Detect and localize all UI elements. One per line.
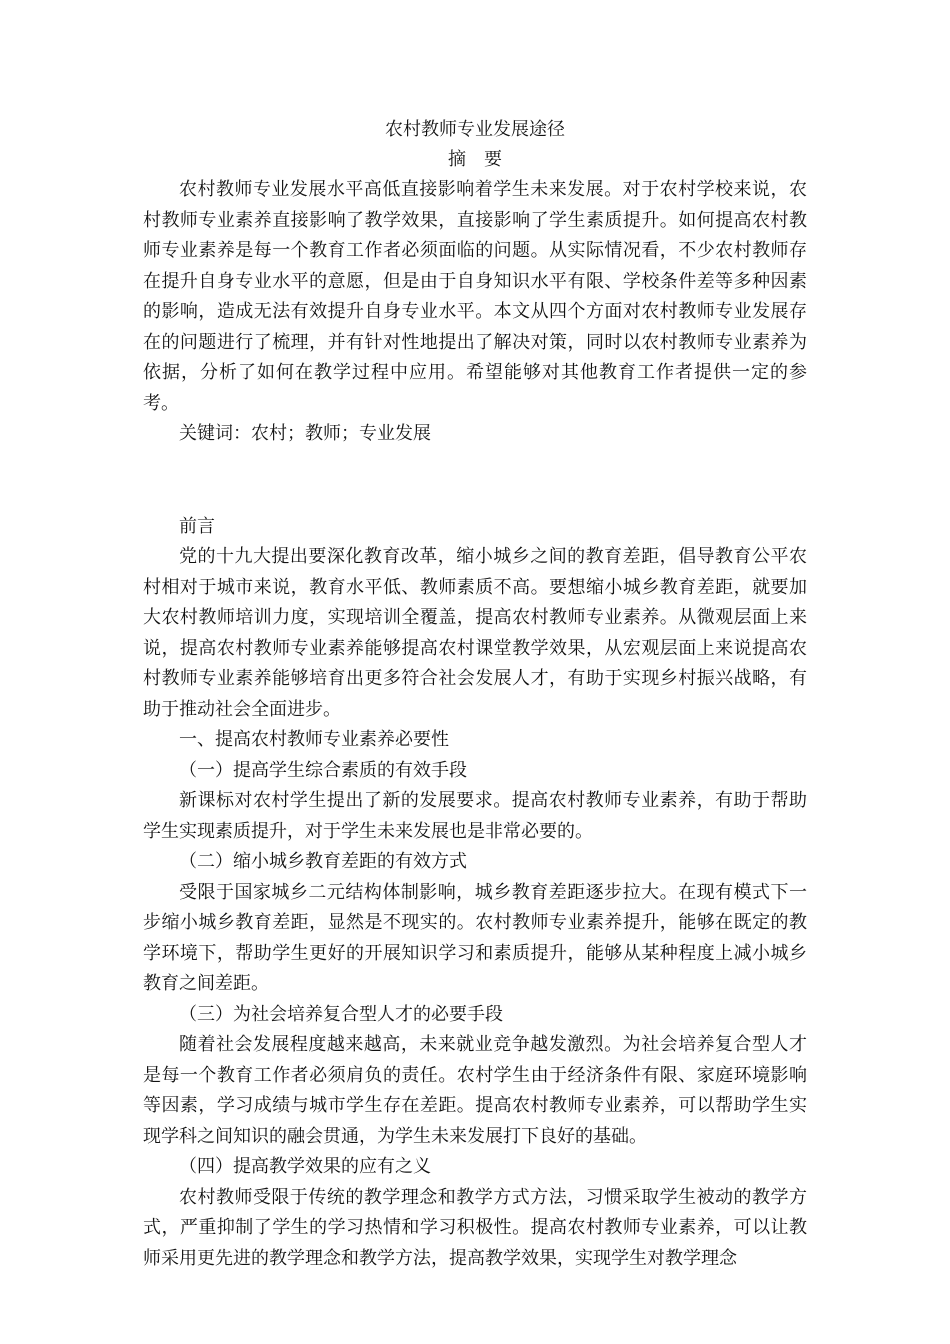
- preface-heading: 前言: [179, 515, 215, 537]
- subsection-heading-2: （二）缩小城乡教育差距的有效方式: [179, 851, 467, 872]
- subsection-paragraph-2: 受限于国家城乡二元结构体制影响，城乡教育差距逐步拉大。在现有模式下一步缩小城乡教育差距，显然是不现实的。农村教师专业素养提升，能够在既定的教学环境下，帮助学生更好的开展知识学习和素质提升，能够从某种程度上减小城乡教育之间差距。: [143, 881, 807, 994]
- section-heading-necessity: 一、提高农村教师专业素养必要性: [179, 729, 449, 750]
- subsection-heading-3: （三）为社会培养复合型人才的必要手段: [179, 1003, 503, 1025]
- document-title: 农村教师专业发展途径: [385, 119, 565, 140]
- subsection-paragraph-3: 随着社会发展程度越来越高，未来就业竞争越发激烈。为社会培养复合型人才是每一个教育工作者必须肩负的责任。农村学生由于经济条件有限、家庭环境影响等因素，学习成绩与城市学生存在差距。提高农村教师专业素养，可以帮助学生实现学科之间知识的融会贯通，为学生未来发展打下良好的基础。: [143, 1034, 807, 1147]
- document-page: [143, 115, 807, 1274]
- keywords-line: 关键词：农村；教师；专业发展: [179, 423, 431, 444]
- subsection-heading-1: （一）提高学生综合素质的有效手段: [179, 759, 467, 781]
- subsection-paragraph-1: 新课标对农村学生提出了新的发展要求。提高农村教师专业素养，有助于帮助学生实现素质提升，对于学生未来发展也是非常必要的。: [143, 790, 807, 842]
- section-spacer: [143, 450, 807, 512]
- subsection-paragraph-4: 农村教师受限于传统的教学理念和教学方式方法，习惯采取学生被动的教学方式，严重抑制了学生的学习热情和学习积极性。提高农村教师专业素养，可以让教师采用更先进的教学理念和教学方法，提高教学效果，实现学生对教学理念: [143, 1186, 807, 1269]
- abstract-paragraph: 农村教师专业发展水平高低直接影响着学生未来发展。对于农村学校来说，农村教师专业素养直接影响了教学效果，直接影响了学生素质提升。如何提高农村教师专业素养是每一个教育工作者必须面临的问题。从实际情况看，不少农村教师存在提升自身专业水平的意愿，但是由于自身知识水平有限、学校条件差等多种因素的影响，造成无法有效提升自身专业水平。本文从四个方面对农村教师专业发展存在的问题进行了梳理，并有针对性地提出了解决对策，同时以农村教师专业素养为依据，分析了如何在教学过程中应用。希望能够对其他教育工作者提供一定的参考。: [143, 179, 807, 414]
- preface-paragraph: 党的十九大提出要深化教育改革，缩小城乡之间的教育差距，倡导教育公平农村相对于城市来说，教育水平低、教师素质不高。要想缩小城乡教育差距，就要加大农村教师培训力度，实现培训全覆盖，提高农村教师专业素养。从微观层面上来说，提高农村教师专业素养能够提高农村课堂教学效果，从宏观层面上来说提高农村教师专业素养能够培育出更多符合社会发展人才，有助于实现乡村振兴战略，有助于推动社会全面进步。: [143, 546, 807, 720]
- abstract-heading: 摘 要: [448, 149, 502, 170]
- subsection-heading-4: （四）提高教学效果的应有之义: [179, 1156, 431, 1177]
